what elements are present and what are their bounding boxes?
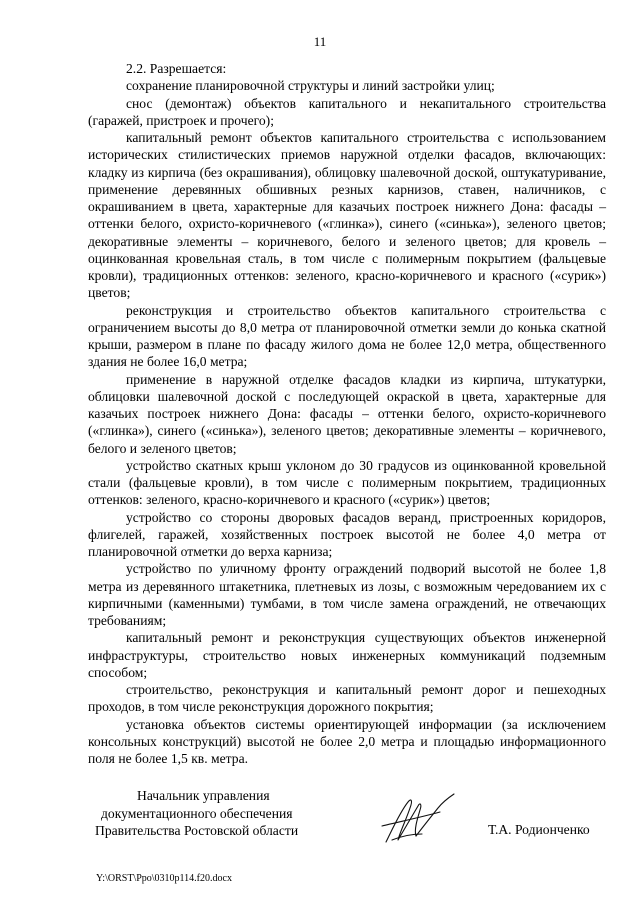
paragraph: капитальный ремонт и реконструкция существующих объектов инженерной инфраструктуры, строительство новых инженерных коммуникаций подземным способом; <box>88 630 606 680</box>
page-number: 11 <box>313 34 327 49</box>
signatory-title-line: Правительства Ростовской области <box>95 823 299 838</box>
paragraph: реконструкция и строительство объектов капитального строительства с ограничением высоты до 8,0 метра от планировочной отметки земли до конька скатной крыши, размером в плане по фасаду жилого дома не более 12,0 метра, общественного здания не более 16,0 метра; <box>88 302 606 370</box>
file-path: Y:\ORST\Ppo\0310p114.f20.docx <box>96 873 232 884</box>
signatory-title-line: Начальник управления <box>137 788 270 803</box>
paragraph: устройство со стороны дворовых фасадов веранд, пристроенных коридоров, флигелей, гаражей, хозяйственных построек высотой не более 4,0 метра от планировочной отметки до верха карниза; <box>88 509 606 559</box>
signer-name: Т.А. Родионченко <box>488 822 590 837</box>
paragraph: установка объектов системы ориентирующей информации (за исключением консольных конструкций) высотой не более 2,0 метра и площадью информационного поля не более 1,5 кв. метра. <box>88 716 606 766</box>
section-heading: 2.2. Разрешается: <box>126 61 227 76</box>
paragraph: устройство по уличному фронту ограждений подворий высотой не более 1,8 метра из деревянного штакетника, плетневых из лозы, с возможным чередованием их с кирпичными (каменными) тумбами, в том числе замена ограждений, не отвечающих требованиям; <box>88 561 606 628</box>
signatory-title-line: документационного обеспечения <box>101 805 293 821</box>
handwritten-signature <box>378 790 458 852</box>
paragraph: устройство скатных крыш уклоном до 30 градусов из оцинкованной кровельной стали (фальцевые кровли), в том числе с полимерным покрытием, традиционных оттенков: зеленого, красно-коричневого и красного («сурик») цветов; <box>88 457 606 508</box>
document-body <box>88 60 606 767</box>
paragraph: строительство, реконструкция и капитальный ремонт дорог и пешеходных проходов, в том числе реконструкция дорожного покрытия; <box>88 682 606 715</box>
paragraph: капитальный ремонт объектов капитального строительства с использованием исторических стилистических приемов наружной отделки фасадов, включающих: кладку из кирпича (без окрашивания), облицовку шалевочной доской, оштукатуривание, применение деревянных обшивных резных карнизов, ставен, наличников, с окрашиванием в цвета, характерные для казачьих построек нижнего Дона: фасады – оттенки белого, охристо-коричневого («глинка»), синего («синька»), зеленого цветов; декоративные элементы – коричневого, белого и зеленого цветов; для кровель – оцинкованная кровельная сталь, в том числе с полимерным покрытием (фальцевые кровли), традиционных оттенков: зеленого, красно-коричневого и красного («сурик») цветов; <box>88 130 606 301</box>
paragraph: снос (демонтаж) объектов капитального и некапитального строительства (гаражей, пристроек и прочего); <box>88 95 606 128</box>
paragraph: сохранение планировочной структуры и линий застройки улиц; <box>126 78 495 94</box>
signatory-title <box>95 787 298 840</box>
paragraph: применение в наружной отделке фасадов кладки из кирпича, штукатурки, облицовки шалевочной доской с последующей окраской в цвета, характерные для казачьих построек нижнего Дона: фасады – оттенки белого, охристо-коричневого («глинка»), синего («синька»), зеленого цветов; декоративные элементы – коричневого, белого и зеленого цветов; <box>88 371 606 456</box>
